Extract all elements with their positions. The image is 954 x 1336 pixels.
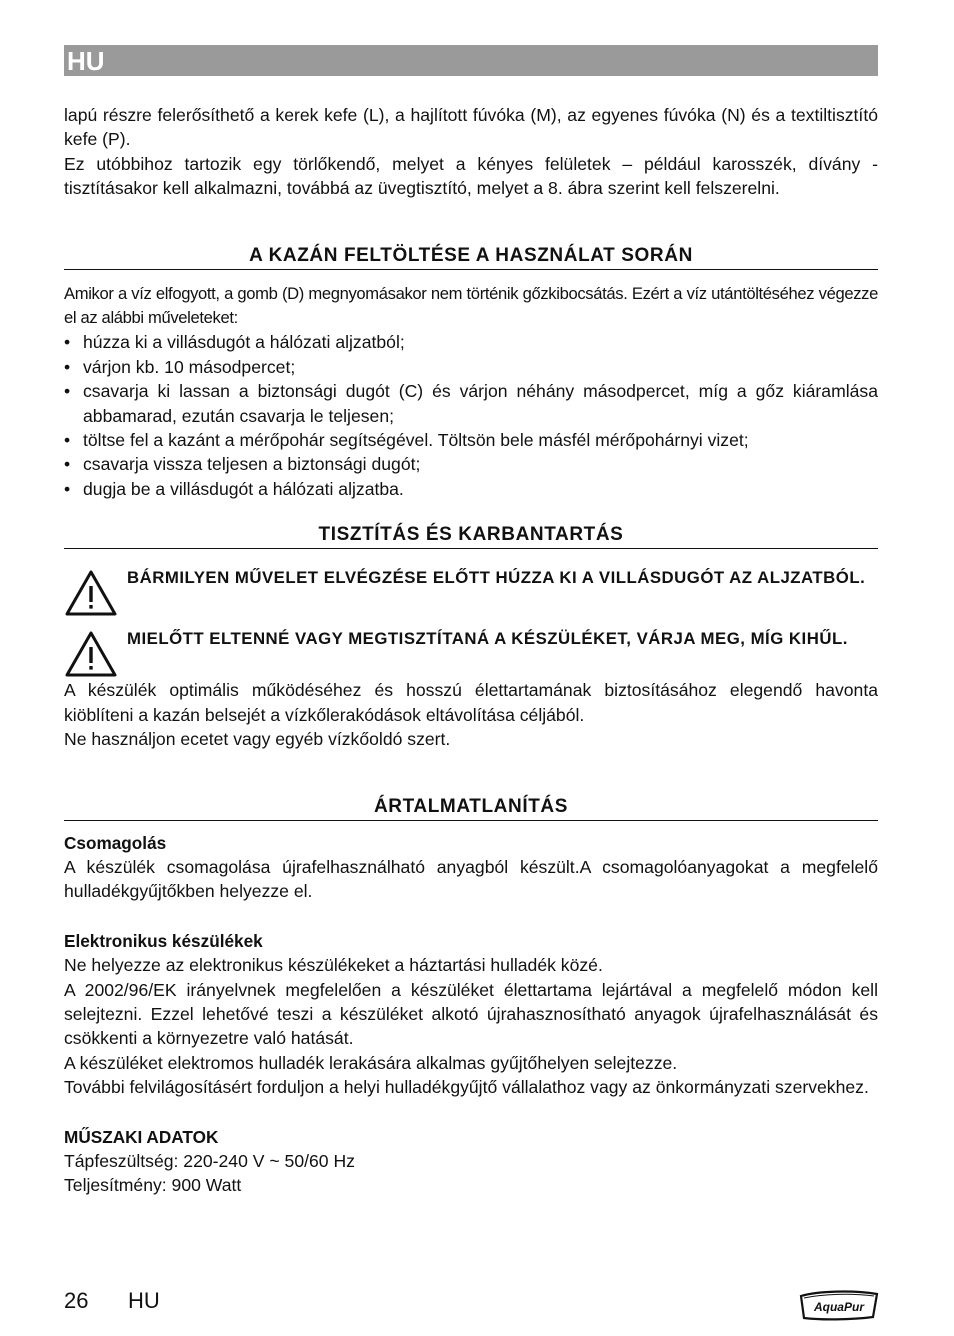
page-number: 26 <box>64 1288 89 1313</box>
warning-text-2: MIELŐTT ELTENNÉ VAGY MEGTISZTÍTANÁ A KÉSZÜLÉKET, VÁRJA MEG, MÍG KIHŰL. <box>127 629 848 649</box>
electronics-paragraph-3: A készüléket elektromos hulladék lerakására alkalmas gyűjtőhelyen selejtezze. <box>64 1052 678 1073</box>
list-item: • csavarja ki lassan a biztonsági dugót (C) és várjon néhány másodpercet, míg a gőz kiáramlása abbamarad, ezután csavarja le teljesen; <box>64 379 878 428</box>
section-title-refill: A KAZÁN FELTÖLTÉSE A HASZNÁLAT SORÁN <box>64 244 878 270</box>
cleaning-paragraph-1: A készülék optimális működéséhez és hosszú élettartamának biztosításához elegendő havonta kiöblíteni a kazán belsejét a vízkőlerakódások eltávolítása céljából. <box>64 680 878 725</box>
intro-paragraph-2: Ez utóbbihoz tartozik egy törlőkendő, melyet a kényes felületek – például karosszék, dívány - tisztításakor kell alkalmazni, továbbá az üvegtisztító, melyet a 8. ábra szerint kell felszerelni. <box>64 153 878 199</box>
warning-text-1: BÁRMILYEN MŰVELET ELVÉGZÉSE ELŐTT HÚZZA KI A VILLÁSDUGÓT AZ ALJZATBÓL. <box>127 568 866 588</box>
list-item: • várjon kb. 10 másodpercet; <box>64 355 878 379</box>
language-header-bar <box>64 45 878 76</box>
language-label: HU <box>67 46 105 76</box>
page-content <box>64 103 878 1198</box>
warning-triangle-icon <box>64 569 118 617</box>
electronics-paragraph-2: A 2002/96/EK irányelvnek megfelelően a készüléket élettartama lejártával a megfelelő módon kell selejtezni. Ezzel lehetővé teszi a készüléket alkotó újrahasznosítható anyagok újrafelhasználását és csökkenti a környezetre való hatását. <box>64 979 878 1049</box>
tech-voltage: Tápfeszültség: 220-240 V ~ 50/60 Hz <box>64 1150 355 1171</box>
refill-steps-list <box>64 330 878 501</box>
warning-block-2 <box>64 626 878 678</box>
section-title-disposal: ÁRTALMATLANÍTÁS <box>64 795 878 821</box>
list-item: • dugja be a villásdugót a hálózati aljzatba. <box>64 477 878 501</box>
list-item: • húzza ki a villásdugót a hálózati aljzatból; <box>64 330 878 354</box>
electronics-paragraph-4: További felvilágosításért forduljon a helyi hulladékgyűjtő vállalathoz vagy az önkormányzati szervekhez. <box>64 1077 869 1098</box>
packaging-text: A készülék csomagolása újrafelhasználható anyagból készült.A csomagolóanyagokat a megfelelő hulladékgyűjtőkben helyezze el. <box>64 856 878 902</box>
section-title-cleaning: TISZTÍTÁS ÉS KARBANTARTÁS <box>64 523 878 549</box>
list-item: • töltse fel a kazánt a mérőpohár segítségével. Töltsön bele másfél mérőpohárnyi vizet; <box>64 428 878 452</box>
footer-language: HU <box>128 1288 160 1313</box>
aquapur-logo <box>798 1288 880 1322</box>
packaging-heading: Csomagolás <box>64 832 167 853</box>
electronics-heading: Elektronikus készülékek <box>64 930 263 951</box>
refill-intro: Amikor a víz elfogyott, a gomb (D) megnyomásakor nem történik gőzkibocsátás. Ezért a víz utántöltéséhez végezze el az alábbi műveleteket: <box>64 283 878 328</box>
electronics-paragraph-1: Ne helyezze az elektronikus készülékeket a háztartási hulladék közé. <box>64 955 603 976</box>
cleaning-paragraph-2: Ne használjon ecetet vagy egyéb vízkőoldó szert. <box>64 729 451 750</box>
list-item: • csavarja vissza teljesen a biztonsági dugót; <box>64 452 878 476</box>
tech-power: Teljesítmény: 900 Watt <box>64 1175 242 1196</box>
intro-paragraph-1: lapú részre felerősíthető a kerek kefe (L), a hajlított fúvóka (M), az egyenes fúvóka (N) és a textiltisztító kefe (P). <box>64 105 878 150</box>
warning-triangle-icon <box>64 630 118 678</box>
tech-heading: MŰSZAKI ADATOK <box>64 1126 219 1147</box>
warning-block-1 <box>64 565 878 617</box>
logo-text: AquaPur <box>813 1300 865 1314</box>
